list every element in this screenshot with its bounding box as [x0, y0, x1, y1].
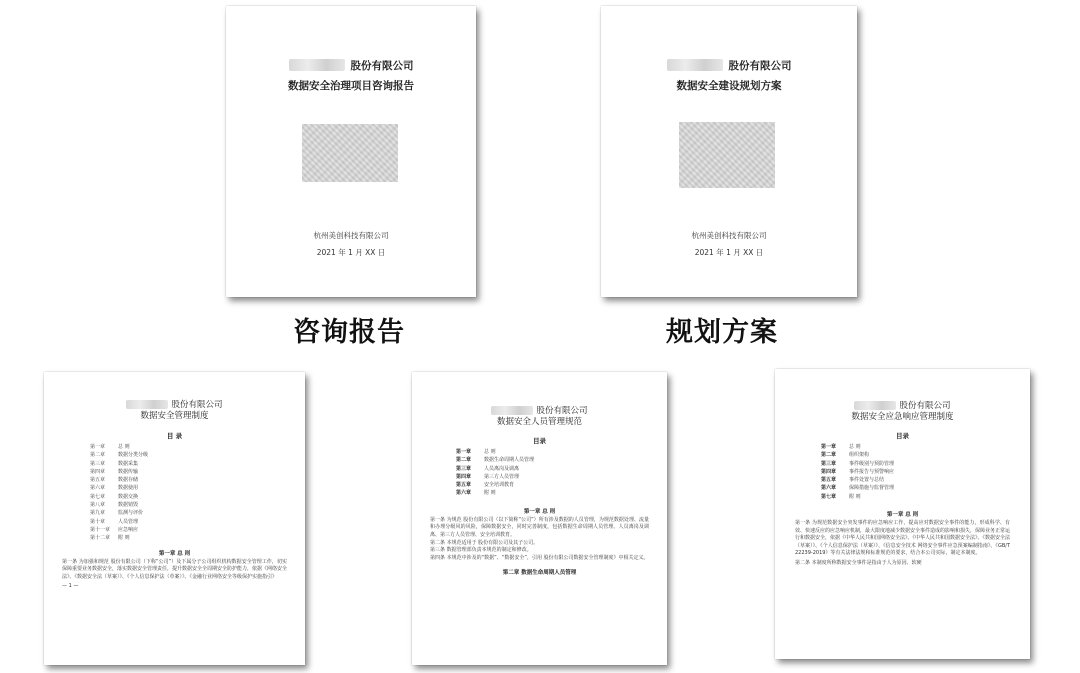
- toc-item: 第一章 总 则: [821, 444, 861, 450]
- cover-company: 股份有限公司: [728, 60, 792, 72]
- page-title: 数据安全应急响应管理制度: [851, 412, 954, 422]
- toc-item: 第六章 保障措施与监督管理: [821, 485, 895, 492]
- redacted-company-name: [126, 400, 168, 409]
- redacted-company-name: [667, 59, 723, 71]
- toc-item: 第二章 数据生命周期人员管理: [456, 457, 535, 464]
- cover-date: 2021 年 1 月 XX 日: [316, 248, 386, 257]
- toc-item: 第十一章 应急响应: [90, 526, 139, 533]
- seal-image: [679, 122, 775, 188]
- page-title: 数据安全管理制度: [140, 411, 209, 421]
- chapter-heading: 第一章 总 则: [886, 512, 919, 519]
- cover-title: 数据安全治理项目咨询报告: [288, 80, 414, 92]
- toc-item: 第五章 事件处置与总结: [821, 477, 885, 484]
- toc-item: 第七章 数据交换: [90, 493, 139, 500]
- toc-heading: 目 录: [166, 432, 183, 440]
- page-data-security-emergency-response: [775, 369, 1030, 659]
- toc-item: 第四章 事件报告与预警响应: [821, 468, 895, 475]
- toc-item: 第四章 数据传输: [90, 468, 139, 475]
- toc-item: 第五章 安全培训教育: [456, 482, 515, 489]
- toc-item: 第六章 数据使用: [90, 485, 139, 492]
- redacted-company-name: [289, 59, 345, 71]
- cover-company: 股份有限公司: [350, 60, 414, 72]
- page-number: — 1 —: [62, 583, 79, 590]
- toc-item: 第十章 人员管理: [90, 518, 139, 525]
- toc-item: 第二章 数据分类分级: [90, 452, 149, 459]
- caption-consulting-report: 咨询报告: [293, 317, 405, 348]
- page-company-line: [430, 406, 649, 417]
- toc-heading: 目录: [896, 432, 909, 440]
- page-company: 股份有限公司: [536, 406, 588, 416]
- redacted-company-name: [854, 401, 896, 410]
- page-company-line: [795, 401, 1010, 412]
- article-paragraph: 第一条 为规范 股份有限公司（以下简称“公司”）所有涉及数据的人员管理，为规范数据处理、流量和办理分级风的风险，保障数据安全，同时完善制度，包括数据生命周期人员管理、人员离岗及调离、第三方人员管理、安全培训教育。: [430, 516, 649, 538]
- cover-company-line: [226, 54, 476, 73]
- toc-item: 第二章 组织架构: [821, 452, 870, 459]
- toc-item: 第一章 总 则: [90, 444, 130, 450]
- page-data-security-personnel-spec: [412, 372, 667, 665]
- page-company-line: [62, 400, 287, 411]
- article-paragraph: 第一条 为加强和规范 股份有限公司（下称“公司”）及下属分子公司组织机构数据安全管理工作，切实保障重要业务数据安全，落实数据安全管理责任，提升数据安全全周期安全防护能力，依据《网络安全法》、《数据安全法（草案）》、《个人信息保护法（草案）》、《金融行业网络安全等级保护实施指引》: [62, 558, 288, 580]
- toc-item: 第七章 附 则: [821, 493, 861, 500]
- toc-item: 第三章 人员离岗及调离: [456, 465, 520, 472]
- chapter-heading: 第一章 总 则: [523, 508, 556, 515]
- page-data-security-management-system: [44, 372, 305, 665]
- toc-list: [430, 448, 649, 498]
- page-title: 数据安全人员管理规范: [496, 417, 582, 427]
- toc-item: 第十二章 附 则: [90, 535, 130, 542]
- article-paragraph: 第一条 为规范数据安全突发事件的应急响应工作，提高应对数据安全事件的能力，形成科学、有效、快速反应的应急响应机制，最大限度地减少数据安全事件造成的影响和损失，保障业务正常运行和数据安全，依据《中华人民共和国网络安全法》、《中华人民共和国数据安全法》、《数据安全法（草案）》、《个人信息保护法（草案）》、《信息安全技术 网络安全事件应急预案编制指南》、《GB/T 22239-2019》等有关法律法规和标准规范的要求，结合本公司实际，制定本制度。: [795, 520, 1011, 557]
- toc-item: 第九章 监测与评价: [90, 510, 144, 517]
- toc-item: 第四章 第三方人员管理: [456, 473, 520, 480]
- cover-title: 数据安全建设规划方案: [676, 80, 782, 92]
- cover-planning-scheme: [601, 6, 857, 297]
- caption-planning-scheme: 规划方案: [666, 317, 778, 348]
- cover-company-line: [601, 54, 857, 73]
- page-company: 股份有限公司: [171, 400, 223, 410]
- article-paragraph: 第二条 本规范适用于 股份有限公司及其子公司。: [430, 539, 539, 546]
- toc-list: [62, 443, 287, 543]
- toc-item: 第三章 数据采集: [90, 460, 139, 467]
- cover-consulting-report: [226, 6, 476, 297]
- article-paragraph: 第二条 本制度所称数据安全事件是指由于人为原因、软硬: [795, 560, 922, 567]
- toc-item: 第一章 总 则: [456, 449, 496, 455]
- chapter-heading: 第一章 总 则: [158, 550, 191, 557]
- article-paragraph: 第三条 数据管理部负责本规范的制定和修改。: [430, 547, 532, 554]
- article-paragraph: 第四条 本规范中涉及的“数据”、“数据安全”，引用 股份有限公司数据安全管理制度》中相关定义。: [430, 554, 649, 561]
- cover-issuer: 杭州美创科技有限公司: [691, 231, 767, 240]
- page-company: 股份有限公司: [899, 401, 951, 411]
- toc-item: 第八章 数据销毁: [90, 502, 139, 509]
- chapter-heading: 第二章 数据生命周期人员管理: [502, 570, 577, 577]
- cover-date: 2021 年 1 月 XX 日: [694, 248, 764, 257]
- toc-list: [795, 443, 1010, 501]
- seal-image: [302, 124, 398, 182]
- toc-item: 第五章 数据存储: [90, 477, 139, 484]
- redacted-company-name: [491, 406, 533, 415]
- toc-heading: 目录: [533, 437, 546, 445]
- toc-item: 第三章 事件级别与预防管理: [821, 460, 895, 467]
- cover-issuer: 杭州美创科技有限公司: [313, 231, 389, 240]
- toc-item: 第六章 附 则: [456, 490, 496, 497]
